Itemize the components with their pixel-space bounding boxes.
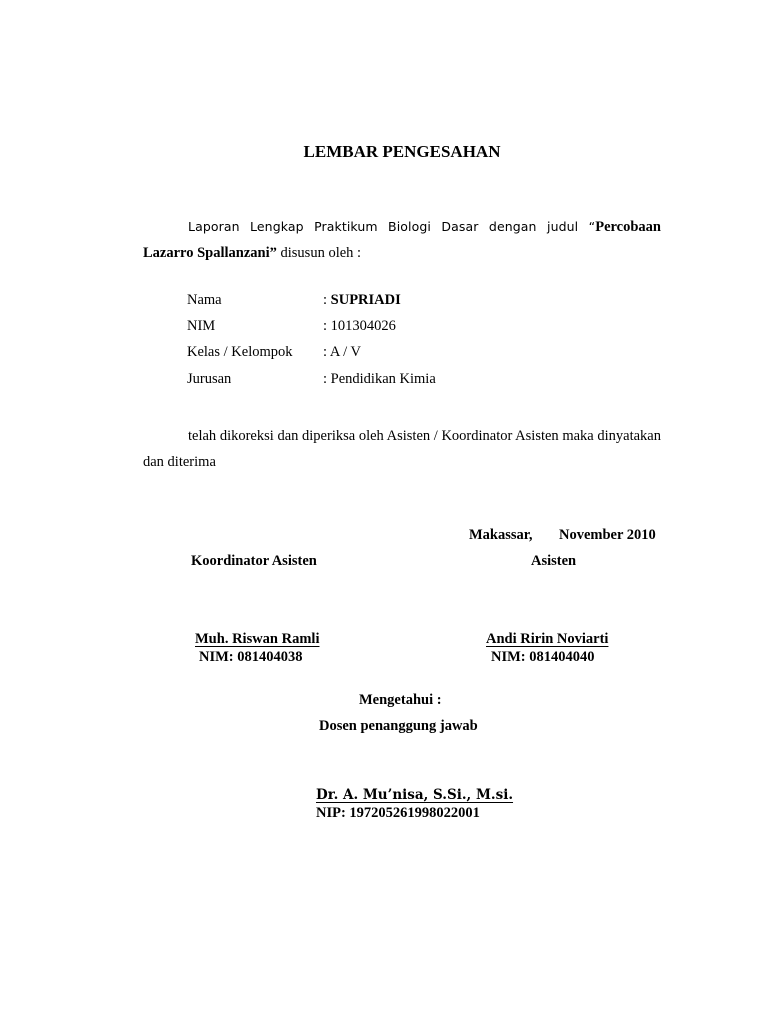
field-label-nama: Nama bbox=[187, 292, 222, 308]
field-label-nim: NIM bbox=[187, 318, 216, 334]
field-value-nama-prefix: : bbox=[323, 292, 331, 308]
field-label-kelas: Kelas / Kelompok bbox=[187, 344, 293, 360]
field-value-kelas: : A / V bbox=[323, 344, 362, 360]
verification-paragraph: telah dikoreksi dan diperiksa oleh Asisten / Koordinator Asisten maka dinyatakan dan diterima bbox=[143, 428, 661, 470]
left-signatory-name: Muh. Riswan Ramli bbox=[195, 631, 320, 647]
field-label-jurusan: Jurusan bbox=[187, 371, 232, 387]
place: Makassar, bbox=[469, 527, 533, 543]
intro-prefix: Laporan Lengkap Praktikum Biologi Dasar dengan judul “ bbox=[188, 219, 596, 234]
lecturer-name: Dr. A. Mu’nisa, S.Si., M.si. bbox=[316, 787, 514, 803]
field-value-nim: : 101304026 bbox=[323, 318, 396, 334]
acknowledge-label: Mengetahui : bbox=[359, 692, 442, 708]
intro-paragraph bbox=[143, 214, 661, 266]
right-signatory-id: NIM: 081404040 bbox=[491, 649, 595, 665]
date: November 2010 bbox=[559, 527, 656, 543]
intro-suffix: disusun oleh : bbox=[276, 245, 362, 261]
left-signatory-id: NIM: 081404038 bbox=[199, 649, 303, 665]
right-signatory-name: Andi Ririn Noviarti bbox=[486, 631, 609, 647]
report-title: Percobaan Lazarro Spallanzani” bbox=[143, 219, 661, 261]
field-value-nama bbox=[323, 292, 401, 309]
field-value-jurusan: : Pendidikan Kimia bbox=[323, 371, 436, 387]
left-signatory-role: Koordinator Asisten bbox=[191, 553, 317, 569]
page-title: LEMBAR PENGESAHAN bbox=[303, 142, 501, 161]
right-signatory-role: Asisten bbox=[531, 553, 577, 569]
acknowledge-role: Dosen penanggung jawab bbox=[319, 718, 478, 734]
student-name: SUPRIADI bbox=[330, 292, 401, 308]
lecturer-id: NIP: 197205261998022001 bbox=[316, 805, 480, 821]
